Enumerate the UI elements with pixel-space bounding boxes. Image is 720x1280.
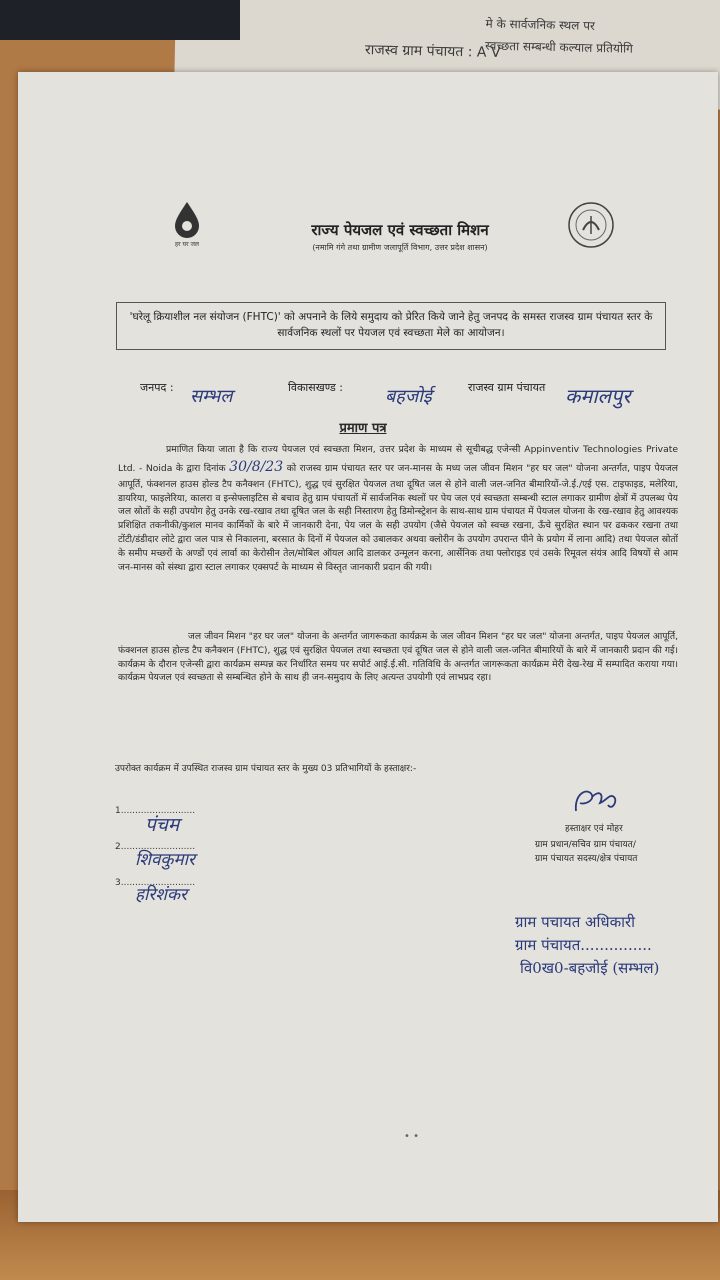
signatory-3-signature: हरिशंकर bbox=[135, 885, 187, 905]
para1-text-before-date: प्रमाणित किया जाता है कि राज्य पेयजल एवं स्वच्छता मिशन, उत्तर प्रदेश के माध्यम से सूचीबद्ध एजेन्सी Appinventiv Technologies Private Ltd. - Noida के द्वारा दिनांक bbox=[118, 444, 678, 474]
certificate-paragraph-1 bbox=[118, 443, 678, 574]
signatory-number: 1.......................... bbox=[115, 806, 196, 816]
background-note-line: स्वच्छता सम्बन्धी कल्याल प्रतियोगि bbox=[484, 38, 634, 56]
block-value: बहजोई bbox=[385, 386, 432, 407]
district-value: सम्भल bbox=[190, 386, 233, 407]
certificate-paragraph-2: जल जीवन मिशन "हर घर जल" योजना के अन्तर्गत जागरूकता कार्यक्रम के जल जीवन मिशन "हर घर जल" योजना अन्तर्गत, पाइप पेयजल आपूर्ति, फंक्शनल हाउस होल्ड टैप कनैक्शन (FHTC), शुद्ध एवं सुरक्षित पेयजल तथा स्वच्छता एवं दूषित जल से होने वाली जल-जनित बीमारियों के बारे में जानकारी प्रदान की गई। कार्यक्रम के दौरान एजेन्सी द्वारा कार्यक्रम सम्पन्न कर निर्धारित समय पर सपोर्ट आई.ई.सी. गतिविधि के अन्तर्गत जागरूकता कार्यक्रम मेरी देख-रेख में सम्पादित कराया गया। कार्यक्रम पेयजल एवं स्वच्छता से सम्बन्धित होने के साथ ही जन-समुदाय के लिए अत्यन्त उपयोगी एवं लाभप्रद रहा। bbox=[118, 631, 678, 684]
background-note-line: राजस्व ग्राम पंचायत : A V bbox=[364, 42, 501, 61]
event-date: 30/8/23 bbox=[229, 458, 284, 475]
gram-panchayat-label: राजस्व ग्राम पंचायत bbox=[468, 381, 546, 394]
mission-subtitle: (नमामि गंगे तथा ग्रामीण जलापूर्ति विभाग, उत्तर प्रदेश शासन) bbox=[312, 243, 488, 252]
para1-text-after-date: को राजस्व ग्राम पंचायत स्तर पर जन-मानस के मध्य जल जीवन मिशन "हर घर जल" योजना अन्तर्गत, पाइप पेयजल आपूर्ति, फंक्शनल हाउस होल्ड टैप कनैक्शन (FHTC), शुद्ध एवं सुरक्षित पेयजल तथा दूषित जल से होने वाली जल-जनित बीमारियों-जे.ई./एई एस. टाइफाइड, मलेरिया, डायरिया, फाइलेरिया, कालरा व इन्सेफ्लाइटिस से बचाव हेतु ग्राम पंचायतों में सार्वजनिक स्थलों पर पेय जल एवं स्वच्छता सम्बन्धी स्टाल लगाकर ग्रामीण क्षेत्रों में उपलब्ध पेय जल स्रोतों के सही उपयोग हेतु उनके रख-रखाव तथा दूषित जल के सही निस्तारण हेतु डिमोन्स्ट्रेशन के साथ-साथ ग्राम पंचायत में पेयजल योजना के रख-रखाव हेतु आवश्यक प्रशिक्षित तकनीकी/कुशल मानव कार्मिकों के बारे में जानकारी देना, पेय जल के सही उपयोग (जैसे पेयजल को स्वच्छ रखना, ऊँचे सुरक्षित स्थान पर ढककर रखना तथा टोंटी/डंडीदार लोटे द्वारा जल पात्र से निकालना, बरसात के दिनों में पेयजल को उबालकर अथवा क्लोरीन के उपयोग उपरान्त पीने के प्रयोग में लाना आदि) तथा पेयजल स्रोतों के समीप मच्छरों के अण्डों एवं लार्वा का केरोसीन तेल/मोबिल ऑयल आदि डालकर उन्मूलन करना, आर्सेनिक तथा फ्लोराइड एवं उसके रिमूवल संयंत्र आदि विषयों से आम जन-मानस को संस्था द्वारा स्टाल लगाकर एक्सपर्ट के माध्यम से विस्तृत जानकारी प्रदान की गयी। bbox=[118, 462, 679, 573]
block-label: विकासखण्ड : bbox=[288, 381, 344, 394]
pradhan-signature bbox=[570, 783, 630, 823]
signatory-designation-line-2: ग्राम पंचायत सदस्य/क्षेत्र पंचायत bbox=[535, 854, 638, 864]
stamp-line-2: ग्राम पंचायत............... bbox=[515, 936, 652, 954]
gram-panchayat-value: कमालपुर bbox=[565, 384, 631, 408]
logo-left-text: हर घर जल bbox=[175, 241, 199, 248]
har-ghar-jal-logo bbox=[163, 198, 211, 256]
sign-and-seal-label: हस्ताक्षर एवं मोहर bbox=[565, 824, 623, 834]
background-dark-object bbox=[0, 0, 240, 40]
certificate-title: प्रमाण पत्र bbox=[339, 421, 387, 436]
background-note-line: मे के सार्वजनिक स्थल पर bbox=[485, 16, 596, 33]
signatory-designation-line-1: ग्राम प्रधान/सचिव ग्राम पंचायत/ bbox=[535, 840, 636, 850]
event-banner: 'घरेलू क्रियाशील नल संयोजन (FHTC)' को अपनाने के लिये समुदाय को प्रेरित किये जाने हेतु जनपद के समस्त राजस्व ग्राम पंचायत स्तर के सार्वजनिक स्थलों पर पेयजल एवं स्वच्छता मेले का आयोजन। bbox=[116, 302, 666, 350]
punch-mark: • • bbox=[404, 1131, 419, 1142]
stamp-line-3: वि0ख0-बहजोई (सम्भल) bbox=[520, 959, 660, 977]
signatories-intro: उपरोक्त कार्यक्रम में उपस्थित राजस्व ग्राम पंचायत स्तर के मुख्य 03 प्रतिभागियों के हस्ताक्षर:- bbox=[115, 764, 417, 774]
signatory-2-signature: शिवकुमार bbox=[135, 850, 195, 870]
mission-title: राज्य पेयजल एवं स्वच्छता मिशन bbox=[311, 221, 489, 239]
up-govt-emblem bbox=[566, 200, 616, 250]
district-label: जनपद : bbox=[140, 381, 174, 394]
signatory-number: 3.......................... bbox=[115, 878, 196, 888]
stamp-line-1: ग्राम पचायत अधिकारी bbox=[515, 913, 636, 931]
signatory-number: 2.......................... bbox=[115, 842, 196, 852]
signatory-1-signature: पंचम bbox=[145, 814, 180, 836]
